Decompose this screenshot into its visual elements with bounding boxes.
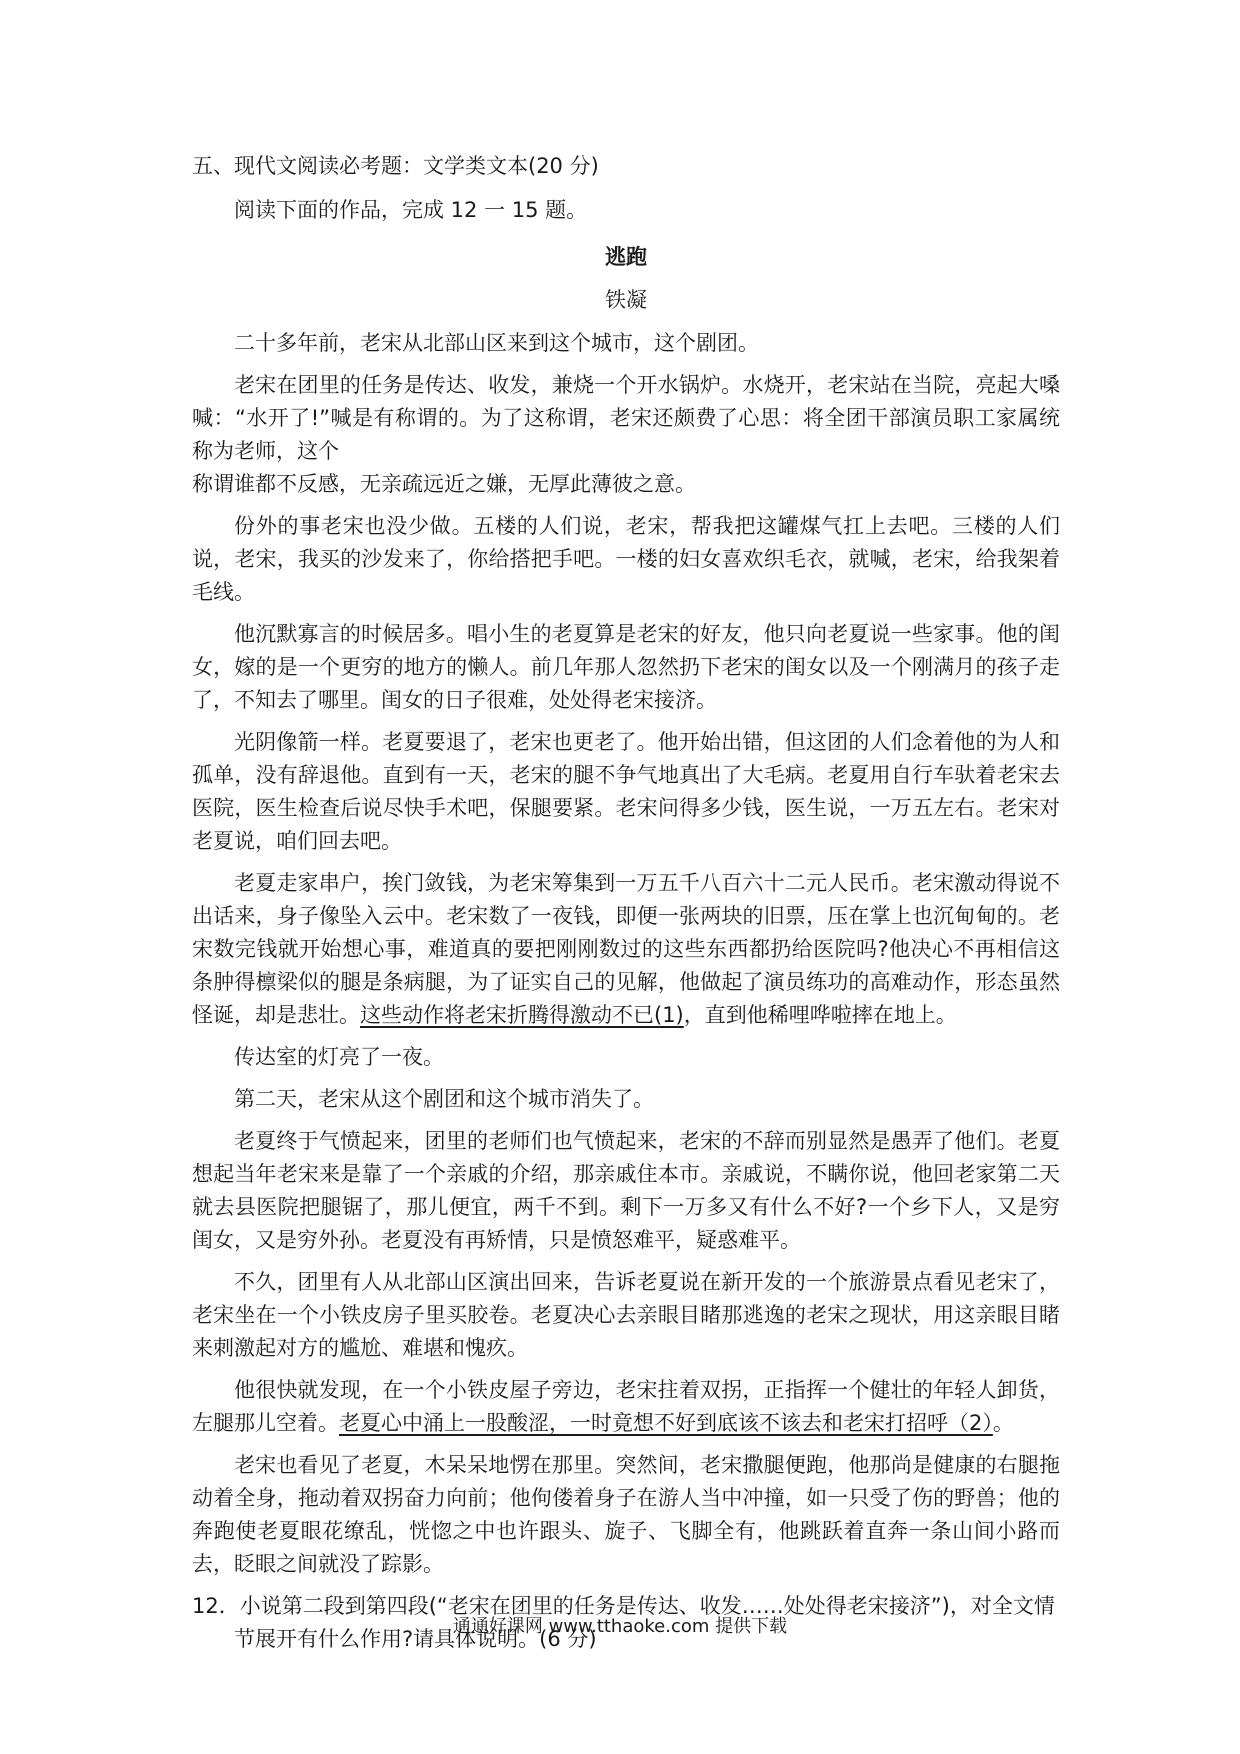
paragraph-9: 老夏终于气愤起来，团里的老师们也气愤起来，老宋的不辞而别显然是愚弄了他们。老夏想起当年老宋来是靠了一个亲戚的介绍，那亲戚住本市。亲戚说，不瞒你说，他回老家第二天就去县医院把腿锯了，那儿便宜，两千不到。剩下一万多又有什么不好?一个乡下人，又是穷闺女，又是穷外孙。老夏没有再矫情，只是愤怒难平，疑惑难平。: [192, 1129, 1060, 1252]
paragraph-2-continued: 称谓谁都不反感，无亲疏远近之嫌，无厚此薄彼之意。: [192, 472, 696, 496]
paragraph-4: 他沉默寡言的时候居多。唱小生的老夏算是老宋的好友，他只向老夏说一些家事。他的闺女，嫁的是一个更穷的地方的懒人。前几年那人忽然扔下老宋的闺女以及一个刚满月的孩子走了，不知去了哪里。闺女的日子很难，处处得老宋接济。: [192, 622, 1060, 712]
paragraph-6-text: 老夏走家串户，挨门敛钱，为老宋筹集到一万五千八百六十二元人民币。老宋激动得说不出话来，身子像坠入云中。老宋数了一夜钱，即便一张两块的旧票，压在掌上也沉甸甸的。老宋数完钱就开始想心事，难道真的要把刚刚数过的这些东西都扔给医院吗?他决心不再相信这条肿得檩梁似的腿是条病腿，为了证实自己的见解，他做起了演员练功的高难动作，形态虽然怪诞，却是悲壮。: [192, 871, 1060, 1027]
question-12: 12．小说第二段到第四段(“老宋在团里的任务是传达、收发……处处得老宋接济”)，对全文情节展开有什么作用?请具体说明。(6 分): [192, 1594, 1055, 1651]
paragraph-3: 份外的事老宋也没少做。五楼的人们说，老宋，帮我把这罐煤气扛上去吧。三楼的人们说，老宋，我买的沙发来了，你给搭把手吧。一楼的妇女喜欢织毛衣，就喊，老宋，给我架着毛线。: [192, 514, 1060, 604]
paragraph-10: 不久，团里有人从北部山区演出回来，告诉老夏说在新开发的一个旅游景点看见老宋了，老宋坐在一个小铁皮房子里买胶卷。老夏决心去亲眼目睹那逃逸的老宋之现状，用这亲眼目睹来刺激起对方的尴尬、难堪和愧疚。: [192, 1270, 1060, 1360]
paragraph-1: 二十多年前，老宋从北部山区来到这个城市，这个剧团。: [234, 331, 759, 355]
underlined-sentence-2: 老夏心中涌上一股酸涩，一时竟想不好到底该不该去和老宋打招呼（2）: [339, 1411, 993, 1435]
paragraph-11-tail: 。: [992, 1411, 1014, 1435]
paragraph-7: 传达室的灯亮了一夜。: [234, 1045, 444, 1069]
paragraph-11-text: 他很快就发现，在一个小铁皮屋子旁边，老宋拄着双拐，正指挥一个健壮的年轻人卸货，左腿那儿空着。: [192, 1378, 1060, 1435]
paragraph-11: [192, 1374, 1060, 1440]
paragraph-12: 老宋也看见了老夏，木呆呆地愣在那里。突然间，老宋撒腿便跑，他那尚是健康的右腿拖动着全身，拖动着双拐奋力向前；他佝偻着身子在游人当中冲撞，如一只受了伤的野兽；他的奔跑使老夏眼花缭乱，恍惚之中也许跟头、旋子、飞脚全有，他跳跃着直奔一条山间小路而去，眨眼之间就没了踪影。: [192, 1453, 1060, 1576]
page-footer: 通通好课网 www.tthaoke.com 提供下载: [452, 1616, 788, 1637]
paragraph-5: 光阴像箭一样。老夏要退了，老宋也更老了。他开始出错，但这团的人们念着他的为人和孤单，没有辞退他。直到有一天，老宋的腿不争气地真出了大毛病。老夏用自行车驮着老宋去医院，医生检查后说尽快手术吧，保腿要紧。老宋问得多少钱，医生说，一万五左右。老宋对老夏说，咱们回去吧。: [192, 730, 1060, 853]
paragraph-6-tail: ，直到他稀哩哗啦摔在地上。: [683, 1003, 957, 1027]
story-author: 铁凝: [605, 288, 647, 312]
section-heading: 五、现代文阅读必考题：文学类文本(20 分): [192, 154, 599, 178]
paragraph-6: [192, 867, 1060, 1032]
underlined-sentence-1: 这些动作将老宋折腾得激动不已(1): [360, 1003, 684, 1027]
story-title: 逃跑: [605, 245, 647, 269]
page-content: [192, 150, 1060, 1656]
reading-instruction: 阅读下面的作品，完成 12 一 15 题。: [234, 198, 588, 222]
paragraph-8: 第二天，老宋从这个剧团和这个城市消失了。: [234, 1087, 654, 1111]
paragraph-2: 老宋在团里的任务是传达、收发，兼烧一个开水锅炉。水烧开，老宋站在当院，亮起大嗓喊：“水开了!”喊是有称谓的。为了这称谓，老宋还颇费了心思：将全团干部演员职工家属统称为老师，这个: [192, 373, 1060, 463]
